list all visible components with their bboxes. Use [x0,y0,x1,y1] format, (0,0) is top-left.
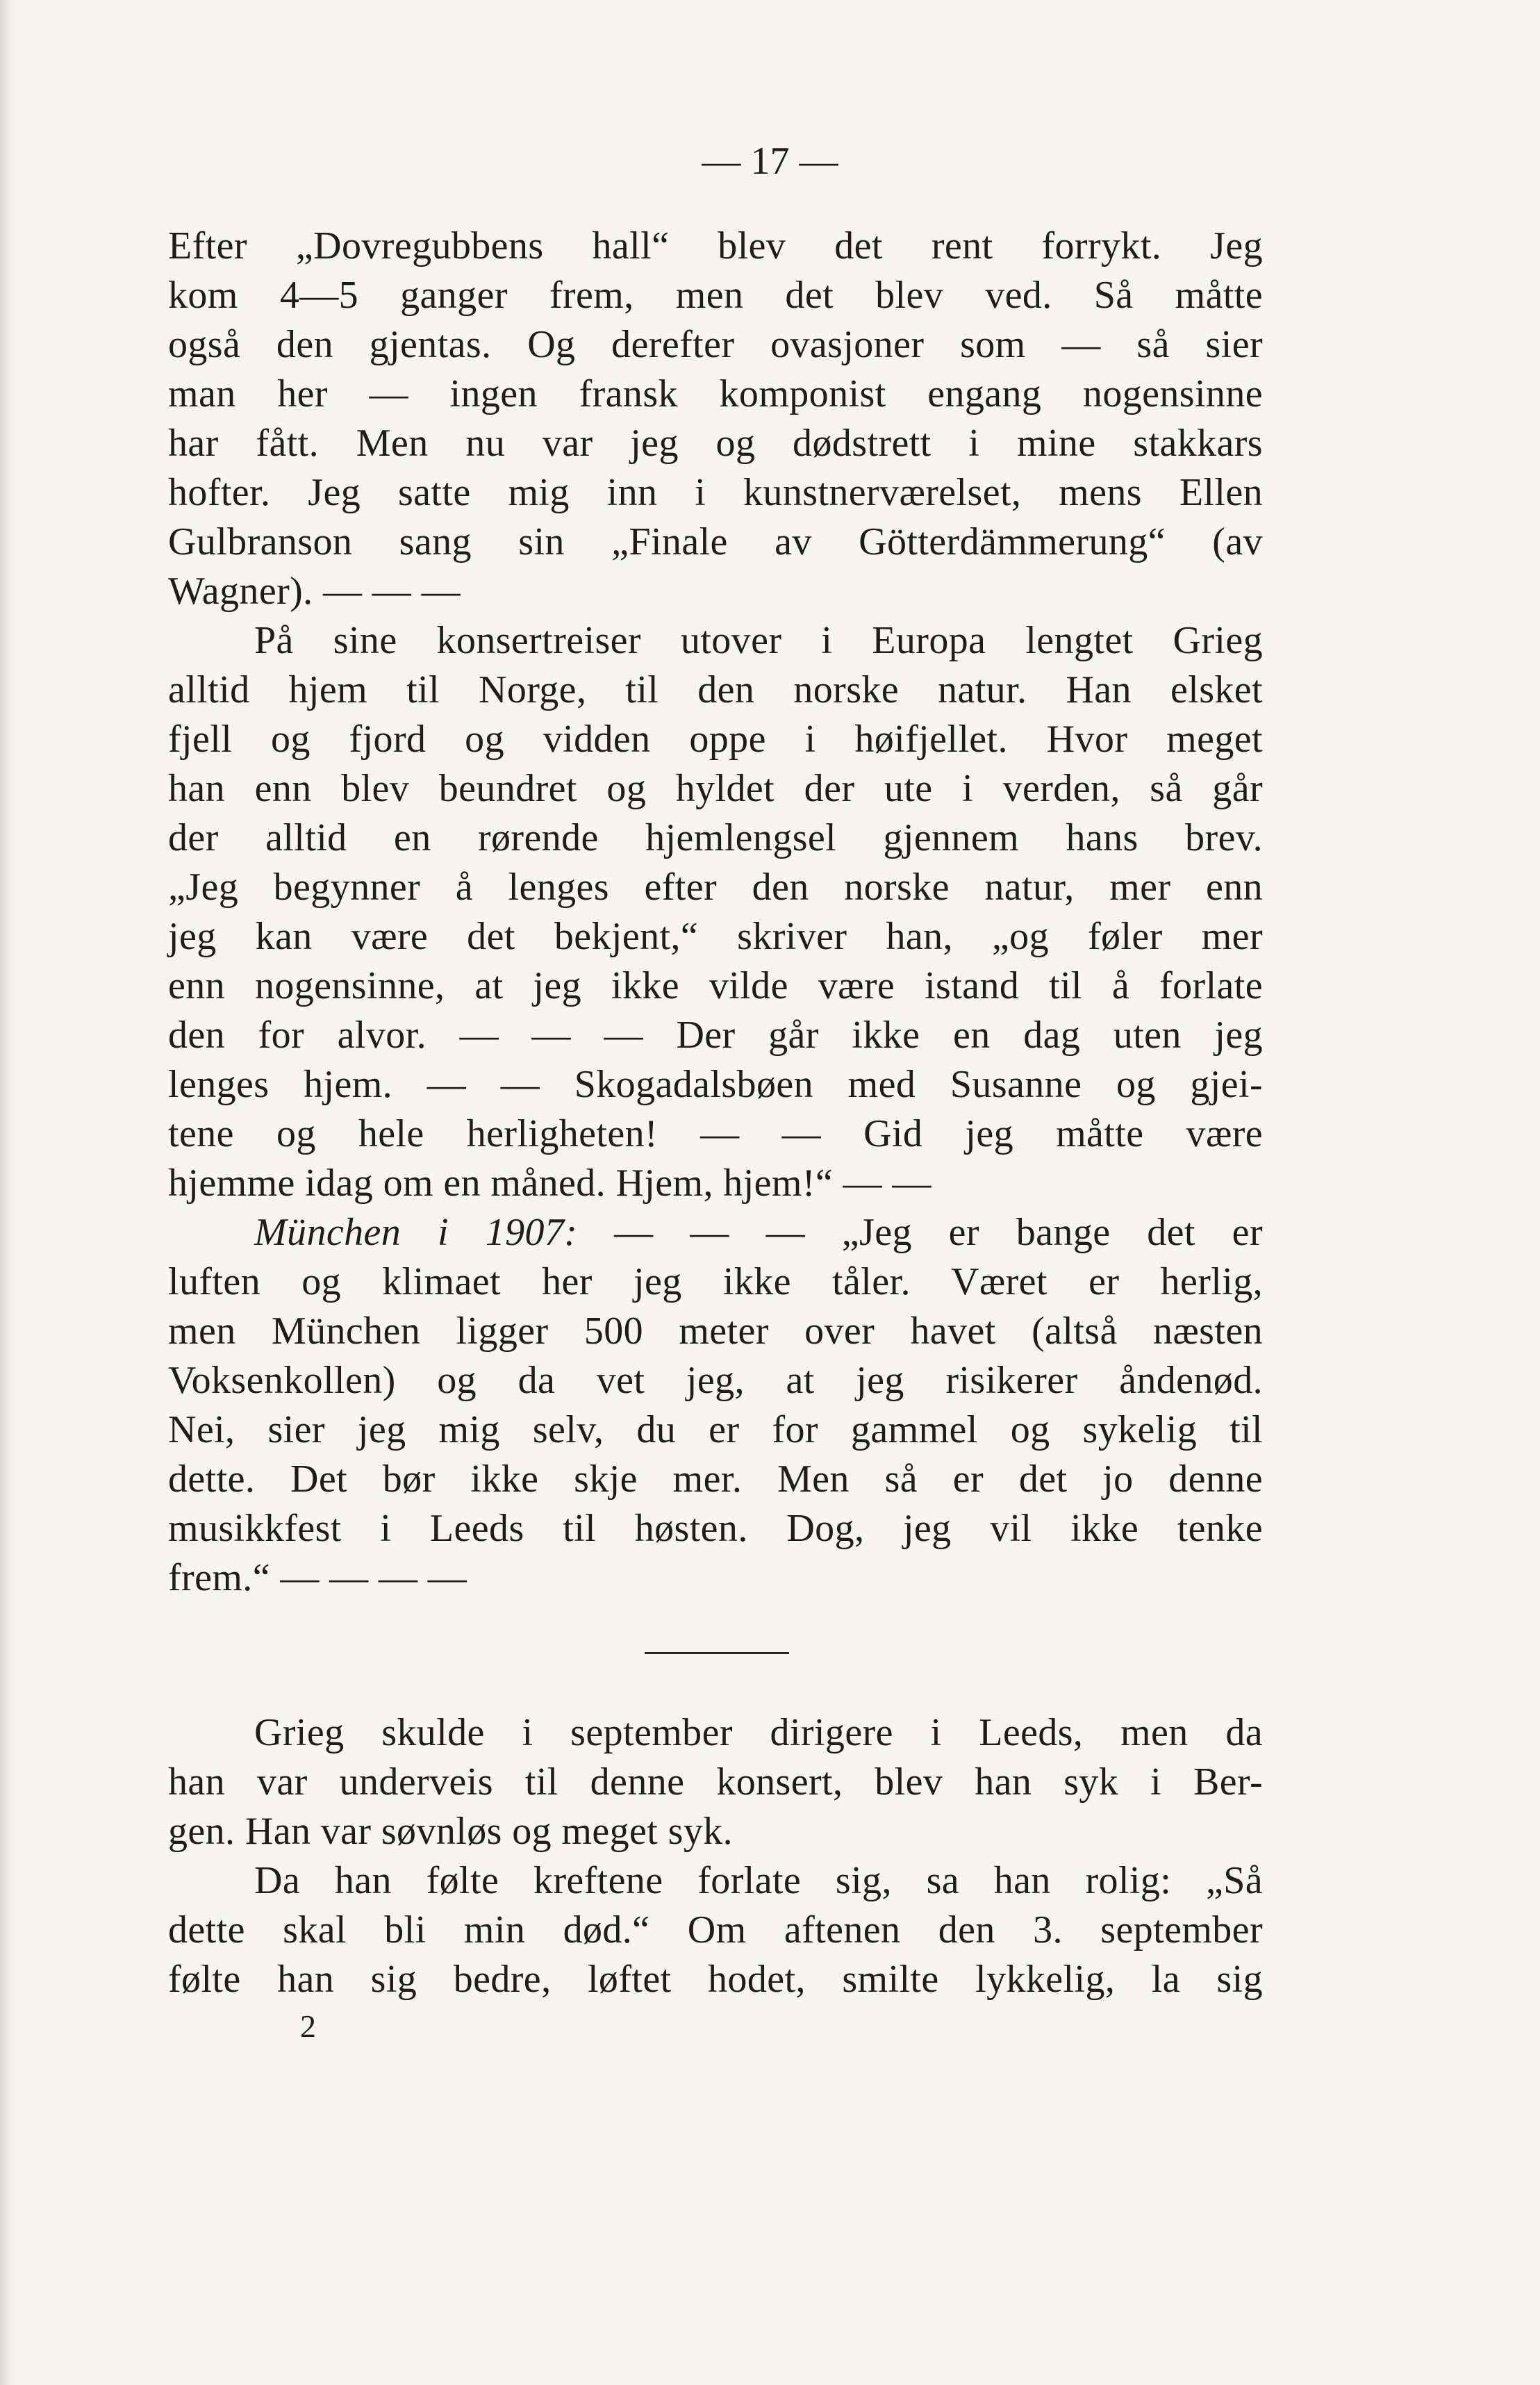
text-line: På sine konsertreiser utover i Europa lengtet Grieg [254,619,1263,662]
text-line: der alltid en rørende hjemlengsel gjennem hans brev. [168,816,1263,859]
text-line: fjell og fjord og vidden oppe i høifjellet. Hvor meget [168,718,1263,761]
text-line-munchen [254,1207,1263,1257]
text-line: musikkfest i Leeds til høsten. Dog, jeg vil ikke tenke [168,1507,1263,1550]
text-line: Gulbranson sang sin „Finale av Götterdämmerung“ (av [168,520,1263,563]
page-number: — 17 — [702,140,838,183]
text-line: Da han følte kreftene forlate sig, sa han rolig: „Så [254,1859,1263,1902]
text-line: også den gjentas. Og derefter ovasjoner som — så sier [168,323,1263,366]
text-line: Voksenkollen) og da vet jeg, at jeg risikerer åndenød. [168,1359,1263,1402]
text-line: kom 4—5 ganger frem, men det blev ved. Så måtte [168,274,1263,317]
text-line: jeg kan være det bekjent,“ skriver han, „og føler mer [168,915,1263,958]
text-line: men München ligger 500 meter over havet (altså næsten [168,1310,1263,1353]
text-line: Efter „Dovregubbens hall“ blev det rent forrykt. Jeg [168,224,1263,267]
text-line: gen. Han var søvnløs og meget syk. [168,1810,734,1853]
signature-mark: 2 [300,2008,316,2044]
text-line: følte han sig bedre, løftet hodet, smilte lykkelig, la sig [168,1958,1263,2001]
text-line: alltid hjem til Norge, til den norske natur. Han elsket [168,668,1263,711]
text-line: den for alvor. — — — Der går ikke en dag uten jeg [168,1014,1263,1057]
text-line: hofter. Jeg satte mig inn i kunstnerværelset, mens Ellen [168,471,1263,514]
text-line: „Jeg begynner å lenges efter den norske natur, mer enn [168,866,1263,909]
text-line: man her — ingen fransk komponist engang nogensinne [168,372,1263,415]
text-line: lenges hjem. — — Skogadalsbøen med Susanne og gjei- [168,1063,1263,1106]
italic-place-date: München i 1907: [254,1211,578,1254]
text-line: dette skal bli min død.“ Om aftenen den 3. september [168,1908,1263,1951]
text-line: han var underveis til denne konsert, blev han syk i Ber- [168,1760,1263,1804]
text-line: luften og klimaet her jeg ikke tåler. Været er herlig, [168,1260,1263,1303]
text-line: hjemme idag om en måned. Hjem, hjem!“ — — [168,1162,932,1205]
text-line: enn nogensinne, at jeg ikke vilde være istand til å forlate [168,964,1263,1007]
text-line: han enn blev beundret og hyldet der ute i verden, så går [168,767,1263,810]
text-line: har fått. Men nu var jeg og dødstrett i mine stakkars [168,422,1263,465]
text-line: dette. Det bør ikke skje mer. Men så er det jo denne [168,1458,1263,1501]
text-line: frem.“ — — — — [168,1556,467,1599]
text-line: tene og hele herligheten! — — Gid jeg måtte være [168,1112,1263,1155]
text-line-rest: — — — „Jeg er bange det er [614,1211,1263,1254]
section-divider [645,1652,789,1654]
page-left-edge [0,0,15,2385]
text-line: Nei, sier jeg mig selv, du er for gammel og sykelig til [168,1408,1263,1451]
text-line: Wagner). — — — [168,570,461,613]
text-line: Grieg skulde i september dirigere i Leeds, men da [254,1711,1263,1754]
